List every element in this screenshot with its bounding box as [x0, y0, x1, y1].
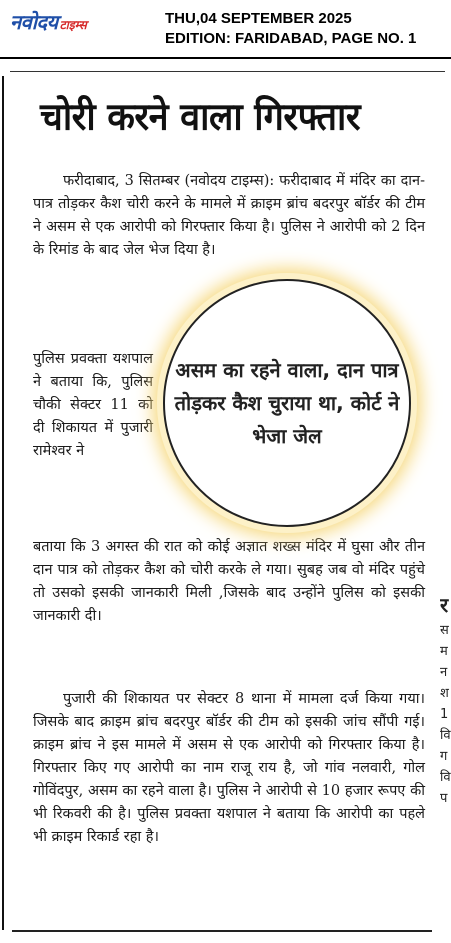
logo-subtitle: टाइम्स	[59, 18, 87, 32]
article-paragraph-2: पुलिस प्रवक्ता यशपाल ने बताया कि, पुलिस चौकी सेक्टर 11 को दी शिकायत में पुजारी रामेश्वर ने	[33, 351, 153, 459]
article-bottom-rule	[12, 930, 432, 932]
side-fragment-6: वि	[440, 728, 451, 743]
article-top-rule	[10, 71, 445, 72]
pullquote-text: असम का रहने वाला, दान पात्र तोड़कर कैश चुराया था, कोर्ट ने भेजा जेल	[174, 357, 400, 448]
side-fragment-2: म	[440, 644, 448, 659]
article-paragraph-4: पुजारी की शिकायत पर सेक्टर 8 थाना में मामला दर्ज किया गया। जिसके बाद क्राइम ब्रांच बदरपुर बॉर्डर की टीम को इसकी जांच सौंपी गई। क्राइम ब्रांच ने इस मामले में असम से एक आरोपी को गिरफ्तार किया है। गिरफ्तार किए गए आरोपी का नाम राजू राय है, जो गांव नलवारी, गोल गोविंदपुर, असम का रहने वाला है। पुलिस ने आरोपी से 10 हजार रूपए की भी रिकवरी की है। पुलिस प्रवक्ता यशपाल ने बताया कि आरोपी का पहले भी क्राइम रिकार्ड रहा है।	[33, 691, 425, 845]
side-fragment-3: न	[440, 665, 448, 680]
newspaper-logo	[10, 8, 87, 34]
logo-wordmark: नवोदय	[10, 10, 58, 34]
side-fragment-7: ग	[440, 749, 448, 764]
article-headline: चोरी करने वाला गिरफ्तार	[40, 95, 361, 139]
date-line: THU,04 SEPTEMBER 2025	[165, 10, 352, 27]
edition-info	[165, 9, 416, 49]
side-fragment-1: स	[440, 623, 449, 638]
adjacent-article-fragment	[440, 590, 451, 930]
left-column-rule	[2, 76, 4, 930]
pullquote-circle	[163, 279, 411, 527]
masthead-rule	[0, 57, 451, 59]
side-fragment-8: वि	[440, 770, 451, 785]
article-paragraph-1: फरीदाबाद, 3 सितम्बर (नवोदय टाइम्स): फरीदाबाद में मंदिर का दान-पात्र तोड़कर कैश चोरी करने के मामले में क्राइम ब्रांच बदरपुर बॉर्डर की टीम ने असम से एक आरोपी को गिरफ्तार किया है। पुलिस ने आरोपी को 2 दिन के रिमांड के बाद जेल भेज दिया है।	[33, 173, 425, 258]
side-fragment-0: र	[440, 593, 449, 617]
side-fragment-9: प	[440, 791, 448, 806]
side-fragment-4: श	[440, 686, 449, 701]
masthead	[0, 0, 451, 56]
article-paragraph-3: बताया कि 3 अगस्त की रात को कोई अज्ञात शख्स मंदिर में घुसा और तीन दान पात्र को तोड़कर कैश को चोरी करके ले गया। सुबह जब वो मंदिर पहुंचे तो उसको इसकी जानकारी मिली ,जिसके बाद उन्होंने पुलिस को इसकी जानकारी दी।	[33, 539, 425, 624]
edition-line: EDITION: FARIDABAD, PAGE NO. 1	[165, 30, 417, 47]
side-fragment-5: 1	[440, 707, 449, 722]
